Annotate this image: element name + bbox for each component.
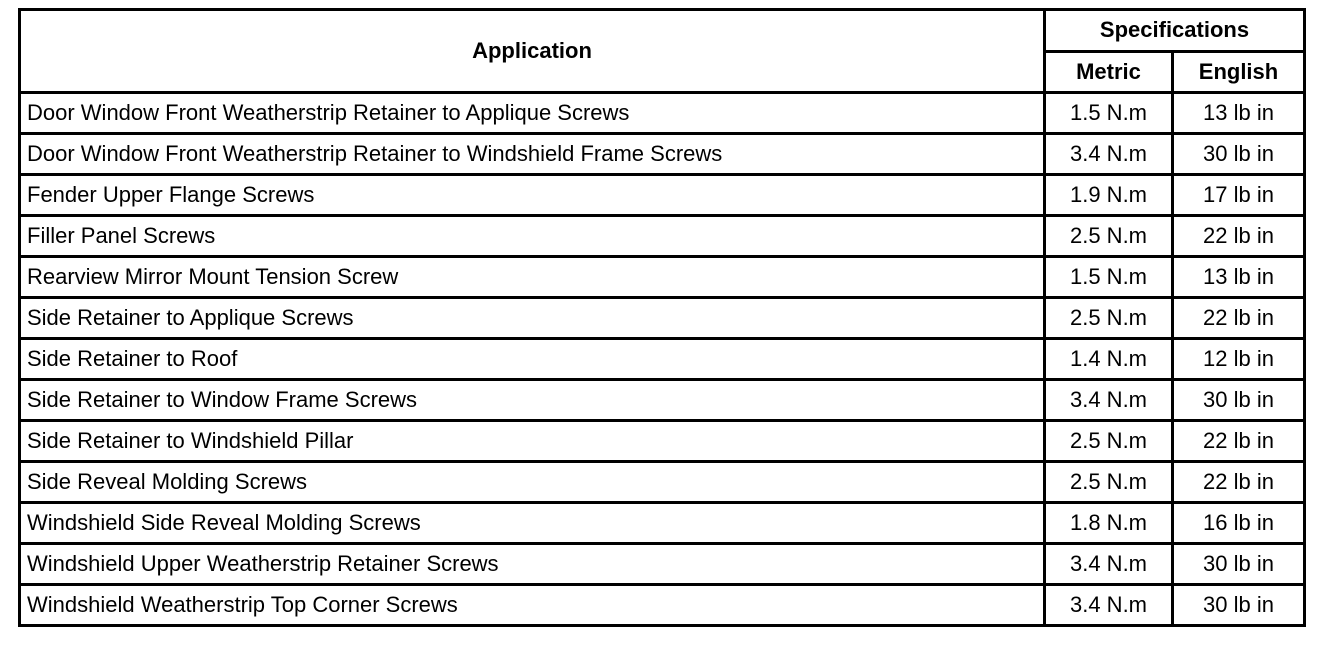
cell-metric: 1.5 N.m bbox=[1046, 258, 1174, 299]
column-header-specifications: Specifications bbox=[1046, 11, 1303, 53]
table-row bbox=[21, 299, 1303, 340]
cell-metric: 2.5 N.m bbox=[1046, 463, 1174, 504]
table-row bbox=[21, 135, 1303, 176]
cell-english: 16 lb in bbox=[1174, 504, 1303, 545]
cell-metric: 3.4 N.m bbox=[1046, 381, 1174, 422]
column-header-metric: Metric bbox=[1046, 53, 1174, 95]
column-header-english: English bbox=[1174, 53, 1303, 95]
table-row bbox=[21, 545, 1303, 586]
cell-application: Side Reveal Molding Screws bbox=[21, 463, 1046, 504]
cell-application: Windshield Upper Weatherstrip Retainer Screws bbox=[21, 545, 1046, 586]
cell-english: 30 lb in bbox=[1174, 545, 1303, 586]
cell-metric: 1.8 N.m bbox=[1046, 504, 1174, 545]
cell-metric: 2.5 N.m bbox=[1046, 299, 1174, 340]
cell-application: Side Retainer to Windshield Pillar bbox=[21, 422, 1046, 463]
cell-metric: 3.4 N.m bbox=[1046, 545, 1174, 586]
cell-english: 12 lb in bbox=[1174, 340, 1303, 381]
cell-english: 30 lb in bbox=[1174, 586, 1303, 624]
table-row bbox=[21, 258, 1303, 299]
torque-spec-table bbox=[18, 8, 1306, 627]
cell-english: 22 lb in bbox=[1174, 217, 1303, 258]
header-row-top bbox=[21, 11, 1303, 53]
cell-english: 30 lb in bbox=[1174, 381, 1303, 422]
cell-application: Side Retainer to Window Frame Screws bbox=[21, 381, 1046, 422]
table-body bbox=[21, 94, 1303, 624]
cell-application: Door Window Front Weatherstrip Retainer to Applique Screws bbox=[21, 94, 1046, 135]
cell-application: Door Window Front Weatherstrip Retainer to Windshield Frame Screws bbox=[21, 135, 1046, 176]
table-row bbox=[21, 176, 1303, 217]
cell-metric: 1.4 N.m bbox=[1046, 340, 1174, 381]
cell-english: 22 lb in bbox=[1174, 463, 1303, 504]
table-row bbox=[21, 422, 1303, 463]
cell-english: 30 lb in bbox=[1174, 135, 1303, 176]
table-row bbox=[21, 463, 1303, 504]
cell-english: 22 lb in bbox=[1174, 299, 1303, 340]
cell-application: Fender Upper Flange Screws bbox=[21, 176, 1046, 217]
table-row bbox=[21, 586, 1303, 624]
cell-application: Side Retainer to Applique Screws bbox=[21, 299, 1046, 340]
cell-metric: 2.5 N.m bbox=[1046, 217, 1174, 258]
cell-english: 13 lb in bbox=[1174, 258, 1303, 299]
cell-english: 13 lb in bbox=[1174, 94, 1303, 135]
cell-application: Filler Panel Screws bbox=[21, 217, 1046, 258]
column-header-application: Application bbox=[21, 11, 1046, 94]
cell-application: Rearview Mirror Mount Tension Screw bbox=[21, 258, 1046, 299]
table-row bbox=[21, 381, 1303, 422]
cell-application: Windshield Weatherstrip Top Corner Screws bbox=[21, 586, 1046, 624]
cell-metric: 2.5 N.m bbox=[1046, 422, 1174, 463]
cell-application: Windshield Side Reveal Molding Screws bbox=[21, 504, 1046, 545]
cell-english: 17 lb in bbox=[1174, 176, 1303, 217]
cell-metric: 3.4 N.m bbox=[1046, 586, 1174, 624]
cell-metric: 3.4 N.m bbox=[1046, 135, 1174, 176]
cell-metric: 1.5 N.m bbox=[1046, 94, 1174, 135]
table-header bbox=[21, 11, 1303, 94]
table-row bbox=[21, 94, 1303, 135]
table-row bbox=[21, 504, 1303, 545]
table-row bbox=[21, 217, 1303, 258]
cell-application: Side Retainer to Roof bbox=[21, 340, 1046, 381]
table-row bbox=[21, 340, 1303, 381]
cell-english: 22 lb in bbox=[1174, 422, 1303, 463]
cell-metric: 1.9 N.m bbox=[1046, 176, 1174, 217]
